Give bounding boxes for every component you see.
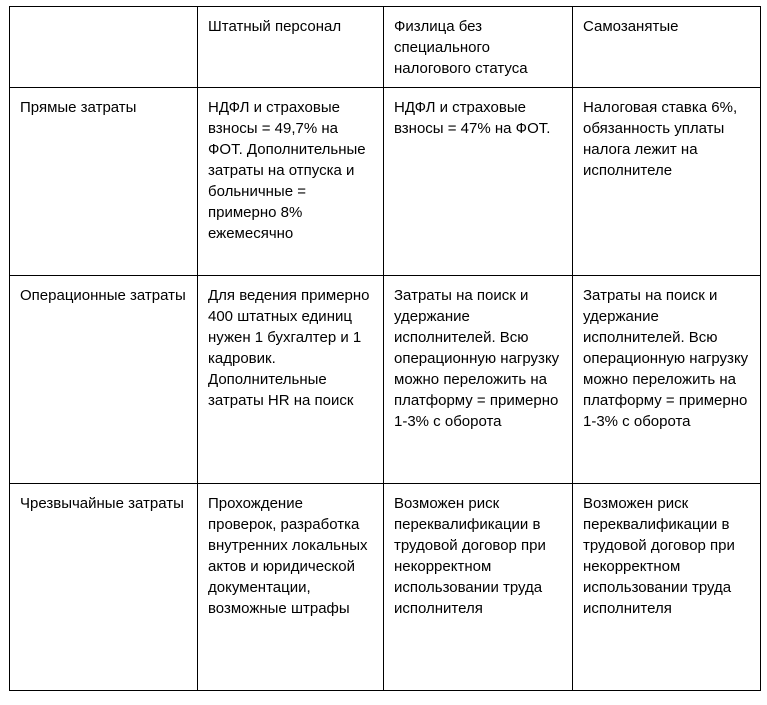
cell-operational-staff: Для ведения примерно 400 штатных единиц нужен 1 бухгалтер и 1 кадровик. Дополнительные затраты HR на поиск [198,276,384,484]
cell-emergency-staff: Прохождение проверок, разработка внутренних локальных актов и юридической документации, возможные штрафы [198,484,384,691]
cell-emergency-individuals: Возможен риск переквалификации в трудовой договор при некорректном использовании труда исполнителя [384,484,573,691]
cell-direct-individuals: НДФЛ и страховые взносы = 47% на ФОТ. [384,88,573,276]
table-row-direct-costs [10,88,761,276]
cost-comparison-table [9,6,761,691]
header-cell-empty [10,7,198,88]
table-header-row [10,7,761,88]
cell-operational-individuals: Затраты на поиск и удержание исполнителей. Всю операционную нагрузку можно переложить на платформу = примерно 1-3% с оборота [384,276,573,484]
cell-direct-self-employed: Налоговая ставка 6%, обязанность уплаты налога лежит на исполнителе [573,88,761,276]
header-cell-staff: Штатный персонал [198,7,384,88]
row-label-direct-costs: Прямые затраты [10,88,198,276]
row-label-operational-costs: Операционные затраты [10,276,198,484]
header-cell-individuals: Физлица без специального налогового статуса [384,7,573,88]
cell-operational-self-employed: Затраты на поиск и удержание исполнителей. Всю операционную нагрузку можно переложить на платформу = примерно 1-3% с оборота [573,276,761,484]
table-row-emergency-costs [10,484,761,691]
cell-emergency-self-employed: Возможен риск переквалификации в трудовой договор при некорректном использовании труда исполнителя [573,484,761,691]
table-row-operational-costs [10,276,761,484]
header-cell-self-employed: Самозанятые [573,7,761,88]
cell-direct-staff: НДФЛ и страховые взносы = 49,7% на ФОТ. Дополнительные затраты на отпуска и больничные = примерно 8% ежемесячно [198,88,384,276]
row-label-emergency-costs: Чрезвычайные затраты [10,484,198,691]
